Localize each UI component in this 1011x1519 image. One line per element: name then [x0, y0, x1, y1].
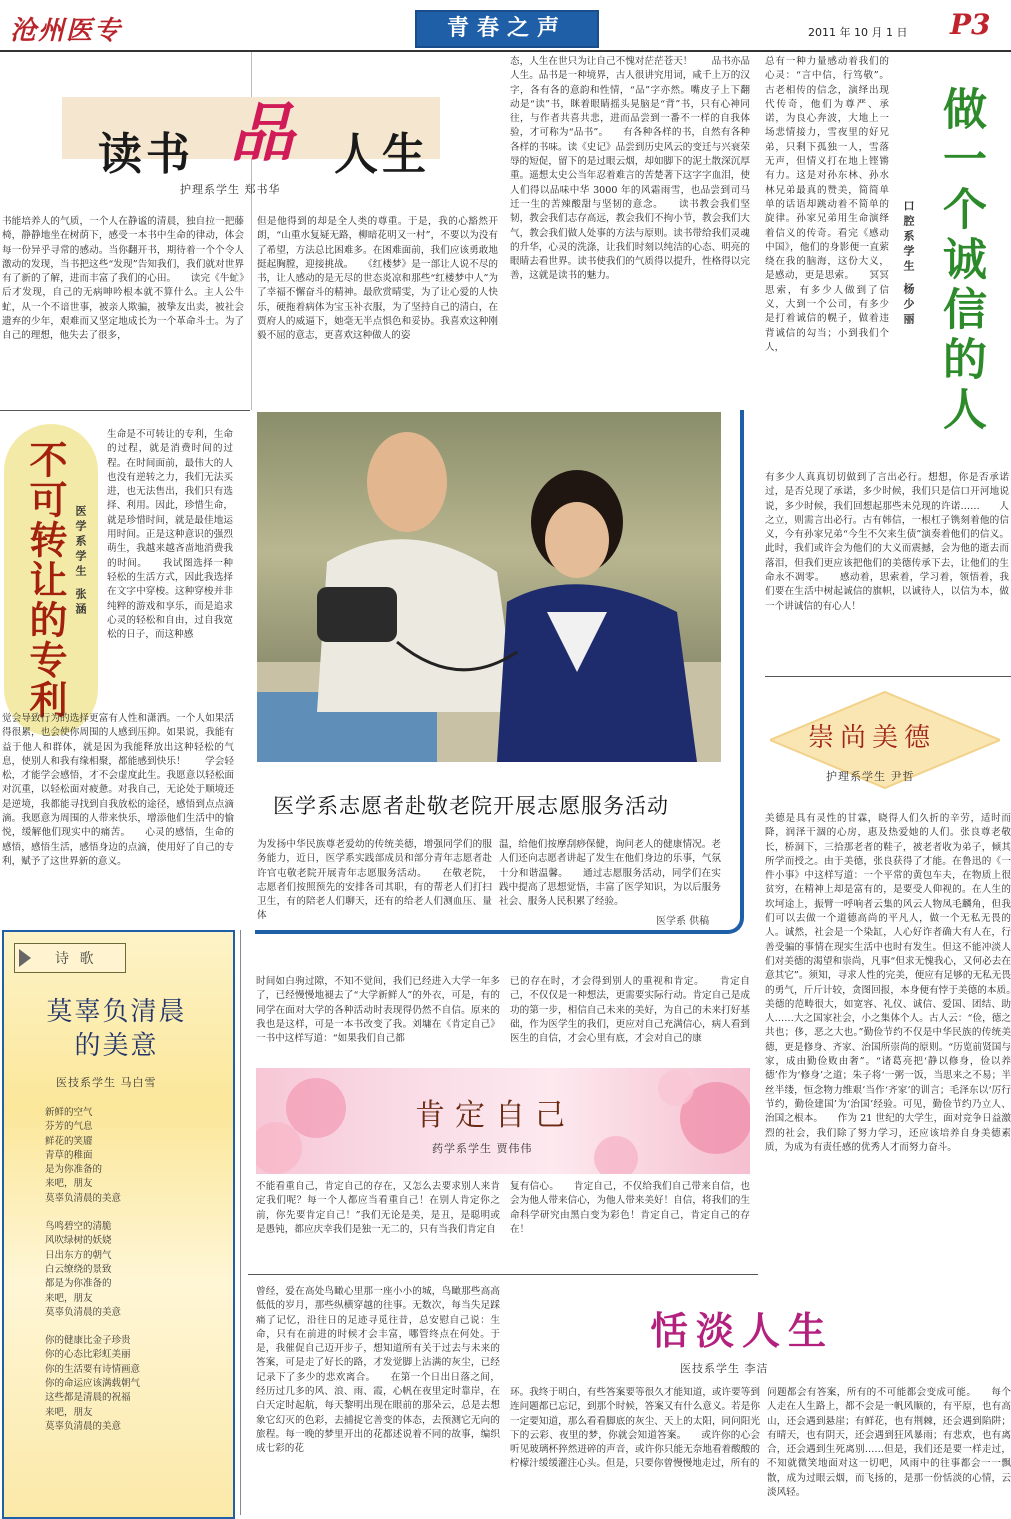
poem-line: 都是为你准备的 — [45, 1278, 112, 1290]
poem-line: 这些都是清晨的祝福 — [45, 1392, 131, 1404]
poem-line: 新鲜的空气 — [45, 1107, 93, 1118]
article-body: 已的存在时，才会得到别人的重视和肯定。 肯定自己，不仅仅是一种想法，更需要实际行动。肯定自己是成功的第一步，相信自己未来的美好，为自己的未来打好基础，作为医学生的我们，更应对自己充满信心，病人看到医生的自信，才会心里有底，才会对自己的康 — [510, 976, 750, 1045]
article-author: 口腔系学生 杨少丽 — [902, 200, 915, 328]
poem-line: 青草的稚面 — [45, 1149, 93, 1161]
article-title-integrity: 做一个诚信的人 — [935, 86, 986, 436]
column-divider — [240, 930, 241, 1515]
stanza-gap — [45, 1320, 225, 1334]
poem-line: 你的命运应该满载朝气 — [45, 1378, 141, 1390]
article-body: 曾经，爱在高处鸟瞰心里那一座小小的城，鸟瞰那些高高低低的岁月，那些纵横穿越的往事。无数次，每当失足踩痛了记忆，沿往日的足迹寻觅往昔，总安慰自己说：生命，只有在前进的时候才会丰富，哪管终点在何处。于是，我催促自己迈开步子，想知道所有关于过去与未来的答案，可是走了好长的路，才发觉脚上沾满的灰尘，已经记录下了多少的悲欢离合。 在第一个日出日落之间，经历过几多的风、浪、雨、霞，心帆在夜里定时靠岸，在白天定时起航，每天黎明出现在眼前的那朵云，总是去想象它幻灭的色彩，去捕捉它善变的体态，去预测它无向的旅程。每一晚的梦里开出的花都述说着不同的故事，编织成七彩的花 — [256, 1286, 500, 1455]
article-body: 总有一种力量感动着我们的心灵：“言中信，行笃敬”。古老相传的信念，演绎出现代传奇，他们为尊严、承诺，为良心奔波，大地上一场悲情接力，雪夜里的好兄弟，只剩下孤独一人，雪落无声，但情义打在地上铿锵有力。这是对孙东林、孙水林兄弟最真的赞美，简简单单的话语却跳动着不简单的旋律。孙家兄弟用生命演绎着信义的传奇。看完《感动中国》，他们的身影便一直萦绕在我的脑海，这份大义，是感动，更是思索。 冥冥思索，有多少人做到了信义，大到一个公司，有多少是打着诚信的幌子，做着违背诚信的勾当；小到我们个人， — [765, 56, 889, 353]
article-title-affirm: 肯定自己 — [415, 1098, 575, 1133]
volunteer-photo — [257, 412, 721, 762]
section-title: 青春之声 — [415, 10, 599, 48]
article-title-virtue: 崇尚美德 — [808, 723, 937, 753]
newspaper-logo: 沧州医专 — [10, 16, 123, 46]
page-number: P3 — [950, 8, 991, 41]
article-body: 时间如白驹过隙，不知不觉间，我们已经进入大学一年多了，已经慢慢地褪去了“大学新鲜人”的外衣，可是，有的同学在面对大学的各种活动时表现得仍然不自信。原来的我也是这样，可是一本书改变了我。刘墉在《肯定自己》一书中这样写道：“如果我们自己都 — [256, 976, 500, 1045]
article-title-serenity: 恬淡人生 — [650, 1309, 835, 1353]
article-body: 但是他得到的却是全人类的尊重。于是，我的心豁然开朗，“山重水复疑无路，柳暗花明又一村”，不要以为没有了希望，方法总比困难多。在困难面前，我们应该勇敢地挺起胸膛，迎接挑战。 《红楼梦》是一部让人说不尽的书，让人感动的是无尽的世态炎凉和那些“红楼梦中人”为了幸福不懈奋斗的精神。最欣赏晴雯，为了让心爱的人快乐，硬拖着病体为宝玉补衣服，为了坚持自己的清白，在贾府人的威逼下，她毫无半点惧色和妥协。我喜欢这种刚毅不屈的意志，更喜欢这种做人的姿 — [257, 216, 498, 342]
poem-line: 莫辜负清晨的美意 — [45, 1420, 122, 1432]
news-body: 温，给他们按摩刮痧保健，询问老人的健康情况。老人们还向志愿者讲起了发生在他们身边的乐事，气氛十分和谐温馨。 通过志愿服务活动，同学们在实践中提高了思想觉悟，丰富了医学知识，为以后服务社会、服务人民积累了经验。 — [499, 839, 721, 908]
news-headline: 医学系志愿者赴敬老院开展志愿服务活动 — [273, 794, 669, 818]
article-body: 觉会导致行为的选择更富有人性和潇洒。一个人如果活得很累，也会使你周围的人感到压抑。如果说，我能有益于他人和群体，就是因为我能释放出这种轻松的气息，使别人和我有缘相聚，都能感到快乐！ 学会轻松，才能学会感悟，才不会虚度此生。我愿意以轻松面对沉重，以轻松面对疲惫。对我自己，无论处于顺境还是逆境，我都能寻找到自我放松的途径，感悟到点点滴滴。我愿意为周围的人带来快乐，增添他们生活中的愉悦，缓解他们现实中的痛苦。 心灵的感悟，生命的感悟，感悟生活，感悟身边的点滴，使用好了自己的专利，赋予了这世界新的意义。 — [2, 713, 234, 867]
poem-line: 你的生活要有诗情画意 — [45, 1363, 141, 1375]
poem-line: 来吧，朋友 — [45, 1292, 93, 1304]
article-author: 护理系学生 郑书华 — [180, 183, 281, 196]
section-rule — [0, 410, 250, 411]
article-title-reading: 读书 品 人生 — [98, 96, 430, 180]
article-body: 书能培养人的气质，一个人在静谧的清晨，独自拉一把藤椅，静静地坐在树荫下，感受一本书中生命的律动，体会每一份异乎寻常的感动。当你翻开书，期待着一个个令人激动的发现，当书把这些“发现”告知我们，我们就对世界有了新的了解，进而丰富了我们的心田。 读完《牛虻》后才发现，自己的无病呻吟根本就不算什么。主人公牛虻，从一个不谙世事，被亲人欺骗，被挚友出卖，被社会遗弃的少年，艰难而又坚定地成长为一个革命斗士。为了自己的理想，他失去了很多， — [2, 216, 244, 342]
section-rule — [248, 1274, 758, 1275]
poem-line: 鲜花的笑靥 — [45, 1135, 93, 1147]
poem-line: 鸟鸣碧空的清脆 — [45, 1221, 112, 1233]
article-body: 态，人生在世只为让自己不愧对茫茫苍天！ 品书亦品人生。品书是一种境界，古人很讲究用词，咸千上万的汉字，各有各的意韵和性情，“品”字亦然。嘴皮子上下翻动是“读”书，眯着眼睛摇头晃脑是“背”书，只有心神同往，与作者共喜共悲，进而品尝到一番不一样的自我体验，才可称为“品书”。 有各种各样的书，自然有各种各样的书味。读《史记》品尝到历史风云的变迁与兴衰荣辱的短促，留下的是过眼云烟，却如脚下的泥土散深沉厚重。遥想太史公当年忍着难言的苦楚著下这字字血泪，使人们得以品味中华 3000 年的风霜雨雪，也品尝到司马迁一生的苦辣酸甜与坚韧的意念。 读书教会我们坚韧，教会我们志存高远，教会我们不拘小节，教会我们大气，教会我们做人处事的方法与原则。读书带给我们灵魂的升华，心灵的洗涤，让我们时刻以纯洁的心态、明亮的眼睛去看世界。读书使我们的气质得以提升，性格得以完善，这就是读书的魅力。 — [510, 56, 750, 282]
poem-line: 白云缭绕的景致 — [45, 1263, 112, 1275]
poem-line: 你的心态比彩虹美丽 — [45, 1349, 131, 1361]
news-source: 医学系 供稿 — [656, 916, 710, 927]
poem-author: 医技系学生 马白雪 — [56, 1076, 157, 1089]
poem-line: 莫辜负清晨的美意 — [45, 1306, 122, 1318]
poem-line: 来吧，朋友 — [45, 1406, 93, 1418]
triangle-icon — [19, 949, 31, 967]
poem-tag: 诗 歌 — [14, 943, 126, 973]
masthead-rule — [0, 50, 1011, 52]
poem-line: 来吧，朋友 — [45, 1178, 93, 1190]
poem-line: 芬芳的气息 — [45, 1121, 93, 1133]
article-body: 不能看重自己，肯定自己的存在，又怎么去要求别人来肯定我们呢？每一个人都应当看重自己！在别人肯定你之前，你先要肯定自己！”我们无论是美，是丑，是聪明或是愚钝，都应庆幸我们是独一无二的，只有当我们肯定自 — [256, 1181, 500, 1235]
article-body: 问题都会有答案，所有的不可能都会变成可能。 每个人走在人生路上，都不会是一帆风顺的，有平原，也有高山，还会遇到悬崖；有鲜花，也有荆棘，还会遇到陷阱；有晴天，也有阴天，还会遇到狂风暴雨；有悲欢，也有离合，还会遇到生死离别……但是，我们还是要一样走过，不知就微笑地面对这一切吧，风雨中的往事都会一一飘散，成为过眼云烟，而飞扬的，是那一份恬淡的心情，云淡风轻。 — [767, 1387, 1011, 1499]
article-author: 医学系学生 张涵 — [74, 505, 87, 618]
article-body: 生命是不可转让的专利，生命的过程，就是消费时间的过程。在时间面前，最伟大的人也没有逆转之力，我们无法买进，也无法售出，我们只有选择、利用。因此，珍惜生命，就是珍惜时间，就是最佳地运用时间。正是这种意识的强烈萌生，我越来越吝啬地消费我的时间。 我试图选择一种轻松的生活方式，因此我选择在文字中穿梭。这种穿梭并非纯粹的游戏和享乐，而是追求心灵的轻松和自由，过自我宽松的日子，而这种感 — [107, 429, 233, 641]
article-author: 医技系学生 李洁 — [680, 1362, 769, 1375]
article-body: 美德是具有灵性的甘霖，晓得人们久折的辛劳，适时而降，润泽干涸的心房，惠及热爱她的人们。张良尊老敬长，桥洞下，三拾那老者的鞋子，被老者收为弟子，倾其所学而授之。由于美德，张良获得了才能。在鲁迅的《一件小事》中这样写道：一个平常的黄包车夫，在物质上很贫穷，在精神上却是富有的，是要受人仰视的。在人生的坎坷途上，振臂一呼响者云集的风云人物凤毛麟角，但我们可以去做一个道德高尚的平凡人，做一个无私无畏的人。诚然，社会是一个染缸，人心好诈者确大有人在，行善受骗的事情在现实生活中也时有发生。但这不能冲淡人们对美德的渴望和崇尚，凡事“但求无愧我心，又何必去在意其它”。须知，寻求人性的完美，便应有足够的无私无畏的勇气，斤斤计较，贪图回报，本身便有悖于美德的本质。 美德的范畴很大，如宽容、礼仪、诚信、爱国、团结、助人……大之国家社会，小之集体个人。古人云：“俭，德之共也；侈，恶之大也。”勤俭节约不仅是中华民族的传统美德，更是修身、齐家、治国所崇尚的原则。“历览前贤国与家，成由勤俭败由奢”。“诸葛亮把‘静以修身，俭以养德’作为‘修身’之道；朱子将‘一粥一饭，当思来之不易；半丝半缕，恒念物力维艰’当作‘齐家’的训言；毛泽东以‘厉行节约，勤俭建国’为‘治国’经验。可见，勤俭节约乃立人、治国之根本。 作为 21 世纪的大学生，面对竞争日益激烈的社会，我们除了努力学习，还应该培养自身美德素质，为成为有责任感的优秀人才而努力奋斗。 — [765, 813, 1011, 1153]
article-body: 环。我终于明白，有些答案要等很久才能知道，或许要等到连问题都已忘记，到那个时候，答案又有什么意义。若是你一定要知道，那么看看脚底的灰尘、天上的太阳，同问阳光下的云彩、夜里的梦，你就会知道答案。 或许你的心会听见玻璃杯猝然迸碎的声音，或许你只能无奈地看着酸酸的柠檬汁缓缓灌注心头。但是，只要你曾慢慢地走过，所有的 — [510, 1387, 760, 1470]
poem-line: 是为你准备的 — [45, 1164, 103, 1176]
poem-body — [45, 1106, 225, 1434]
article-author: 药学系学生 贾伟伟 — [432, 1142, 533, 1155]
issue-date: 2011 年 10 月 1 日 — [808, 26, 908, 39]
poem-line: 莫辜负清晨的美意 — [45, 1192, 122, 1204]
poem-line: 日出东方的朝气 — [45, 1249, 112, 1261]
poem-line: 你的健康比金子珍贵 — [45, 1335, 131, 1347]
poem-title: 莫辜负清晨 的美意 — [46, 997, 187, 1061]
poem-line: 风吹绿树的妖娆 — [45, 1235, 112, 1247]
article-body: 复有信心。 肯定自己，不仅给我们自己带来自信，也会为他人带来信心，为他人带来美好！自信，将我们的生命科学研究由黑白变为彩色！肯定自己，肯定自己的存在！ — [510, 1181, 750, 1235]
article-author: 护理系学生 尹哲 — [826, 770, 915, 783]
stanza-gap — [45, 1206, 225, 1220]
article-title-patent: 不可转让的专利 — [23, 440, 68, 720]
article-body: 有多少人真真切切做到了言出必行。想想，你是否承诺过，是否兑现了承诺，多少时候，我们只是信口开河地说说，多少时候，我们回想起那些未兑现的许诺…… 人之立，则需言出必行。古有韩信，一根杠子镌刻着他的信义，今有孙家兄弟“今生不欠来生债”演奏着他们的信义。此时，我们或许会为他们的大义而震撼，会为他的逝去而落泪，但我们更应该把他们的美德传承下去，让他们的生命永不凋零。 感动着，思索着，学习着，领悟着，我们要在生活中树起诚信的旗帜，以诚待人，以信为本，做一个讲诚信的有心人！ — [765, 472, 1009, 612]
section-rule — [765, 676, 1011, 677]
news-body: 为发扬中华民族尊老爱幼的传统美德，增强同学们的服务能力，近日，医学系实践部成员和部分青年志愿者赴许官屯敬老院开展青年志愿服务活动。 在敬老院，志愿者们按照预先的安排各司其职，有的帮老人们打扫卫生，有的陪老人们聊天，还有的给老人们测血压、量体 — [257, 839, 492, 922]
